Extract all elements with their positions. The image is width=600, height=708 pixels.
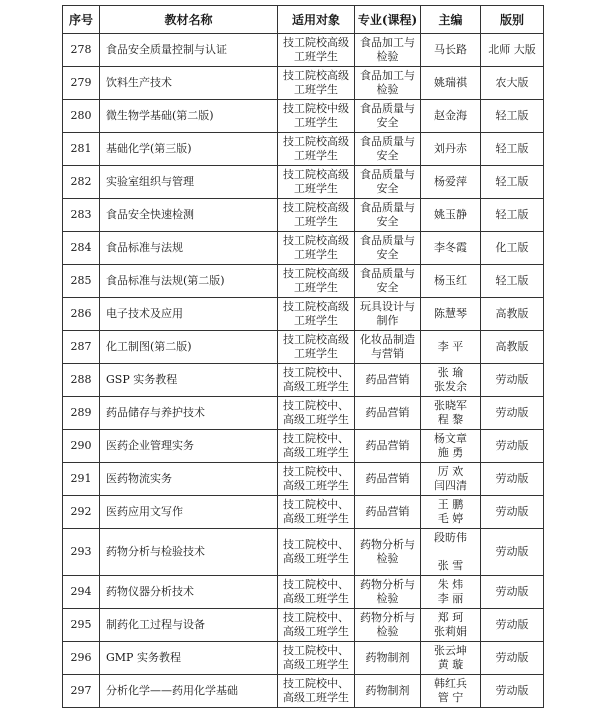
publisher-edition: 劳动版 (481, 463, 544, 496)
publisher-edition: 劳动版 (481, 642, 544, 675)
publisher-edition: 轻工版 (481, 133, 544, 166)
publisher-edition: 高教版 (481, 331, 544, 364)
target-audience: 技工院校中、 高级工班学生 (278, 364, 355, 397)
table-row (63, 430, 544, 463)
major-course: 药物分析与 检验 (355, 576, 421, 609)
row-number: 293 (63, 529, 100, 576)
row-number: 280 (63, 100, 100, 133)
target-audience: 技工院校中、 高级工班学生 (278, 496, 355, 529)
table-row (63, 609, 544, 642)
target-audience: 技工院校高级 工班学生 (278, 331, 355, 364)
textbook-title: 医药企业管理实务 (100, 430, 278, 463)
table-row (63, 166, 544, 199)
major-course: 食品质量与 安全 (355, 100, 421, 133)
table-row (63, 642, 544, 675)
target-audience: 技工院校中、 高级工班学生 (278, 609, 355, 642)
textbook-title: 药物分析与检验技术 (100, 529, 278, 576)
table-row (63, 576, 544, 609)
textbook-title: 药品储存与养护技术 (100, 397, 278, 430)
textbook-title: GSP 实务教程 (100, 364, 278, 397)
textbook-title: 食品标准与法规(第二版) (100, 265, 278, 298)
textbook-title: 微生物学基础(第二版) (100, 100, 278, 133)
header-target: 适用对象 (278, 6, 355, 34)
publisher-edition: 劳动版 (481, 397, 544, 430)
major-course: 食品质量与 安全 (355, 199, 421, 232)
row-number: 290 (63, 430, 100, 463)
header-number: 序号 (63, 6, 100, 34)
textbook-title: 化工制图(第二版) (100, 331, 278, 364)
chief-editor: 杨文章 施 勇 (421, 430, 481, 463)
publisher-edition: 北师 大版 (481, 34, 544, 67)
target-audience: 技工院校高级 工班学生 (278, 232, 355, 265)
chief-editor: 李 平 (421, 331, 481, 364)
textbook-title: 制药化工过程与设备 (100, 609, 278, 642)
chief-editor: 朱 炜 李 丽 (421, 576, 481, 609)
target-audience: 技工院校中级 工班学生 (278, 100, 355, 133)
header-title: 教材名称 (100, 6, 278, 34)
row-number: 279 (63, 67, 100, 100)
textbook-title: GMP 实务教程 (100, 642, 278, 675)
table-row (63, 529, 544, 576)
row-number: 287 (63, 331, 100, 364)
chief-editor: 张晓军 程 黎 (421, 397, 481, 430)
chief-editor: 陈慧琴 (421, 298, 481, 331)
chief-editor: 张云坤 黄 璇 (421, 642, 481, 675)
table-row (63, 496, 544, 529)
major-course: 药品营销 (355, 364, 421, 397)
textbook-title: 食品标准与法规 (100, 232, 278, 265)
table-row (63, 199, 544, 232)
table-row (63, 364, 544, 397)
major-course: 药品营销 (355, 397, 421, 430)
publisher-edition: 轻工版 (481, 166, 544, 199)
publisher-edition: 劳动版 (481, 430, 544, 463)
row-number: 284 (63, 232, 100, 265)
chief-editor: 杨玉红 (421, 265, 481, 298)
major-course: 食品加工与 检验 (355, 67, 421, 100)
chief-editor: 马长路 (421, 34, 481, 67)
target-audience: 技工院校中、 高级工班学生 (278, 642, 355, 675)
publisher-edition: 轻工版 (481, 100, 544, 133)
target-audience: 技工院校高级 工班学生 (278, 67, 355, 100)
major-course: 药物分析与 检验 (355, 609, 421, 642)
chief-editor: 姚瑞祺 (421, 67, 481, 100)
row-number: 289 (63, 397, 100, 430)
table-row (63, 298, 544, 331)
major-course: 食品质量与 安全 (355, 133, 421, 166)
textbook-table (62, 5, 544, 708)
chief-editor: 王 鹏 毛 婷 (421, 496, 481, 529)
major-course: 药物制剂 (355, 675, 421, 708)
publisher-edition: 劳动版 (481, 675, 544, 708)
major-course: 药物制剂 (355, 642, 421, 675)
textbook-title: 饮料生产技术 (100, 67, 278, 100)
textbook-title: 电子技术及应用 (100, 298, 278, 331)
table-row (63, 232, 544, 265)
table-row (63, 133, 544, 166)
table-header-row (63, 6, 544, 34)
chief-editor: 张 瑜 张发余 (421, 364, 481, 397)
major-course: 化妆品制造 与营销 (355, 331, 421, 364)
row-number: 281 (63, 133, 100, 166)
chief-editor: 李冬霞 (421, 232, 481, 265)
publisher-edition: 劳动版 (481, 529, 544, 576)
target-audience: 技工院校高级 工班学生 (278, 166, 355, 199)
chief-editor: 段昉伟 张 雪 (421, 529, 481, 576)
row-number: 278 (63, 34, 100, 67)
table-row (63, 100, 544, 133)
chief-editor: 郑 珂 张莉娟 (421, 609, 481, 642)
target-audience: 技工院校中、 高级工班学生 (278, 463, 355, 496)
target-audience: 技工院校高级 工班学生 (278, 199, 355, 232)
major-course: 食品加工与 检验 (355, 34, 421, 67)
chief-editor: 杨爱萍 (421, 166, 481, 199)
publisher-edition: 轻工版 (481, 265, 544, 298)
row-number: 294 (63, 576, 100, 609)
chief-editor: 韩红兵 管 宁 (421, 675, 481, 708)
row-number: 285 (63, 265, 100, 298)
table-row (63, 397, 544, 430)
target-audience: 技工院校中、 高级工班学生 (278, 675, 355, 708)
major-course: 食品质量与 安全 (355, 265, 421, 298)
table-row (63, 34, 544, 67)
chief-editor: 刘丹赤 (421, 133, 481, 166)
row-number: 288 (63, 364, 100, 397)
major-course: 食品质量与 安全 (355, 232, 421, 265)
major-course: 玩具设计与 制作 (355, 298, 421, 331)
target-audience: 技工院校高级 工班学生 (278, 298, 355, 331)
textbook-title: 实验室组织与管理 (100, 166, 278, 199)
row-number: 282 (63, 166, 100, 199)
chief-editor: 姚玉静 (421, 199, 481, 232)
table-row (63, 265, 544, 298)
textbook-title: 基础化学(第三版) (100, 133, 278, 166)
textbook-title: 药物仪器分析技术 (100, 576, 278, 609)
publisher-edition: 化工版 (481, 232, 544, 265)
target-audience: 技工院校中、 高级工班学生 (278, 397, 355, 430)
textbook-title: 医药应用文写作 (100, 496, 278, 529)
publisher-edition: 劳动版 (481, 609, 544, 642)
textbook-title: 医药物流实务 (100, 463, 278, 496)
major-course: 药品营销 (355, 463, 421, 496)
publisher-edition: 农大版 (481, 67, 544, 100)
row-number: 292 (63, 496, 100, 529)
publisher-edition: 劳动版 (481, 576, 544, 609)
header-publisher: 版别 (481, 6, 544, 34)
row-number: 295 (63, 609, 100, 642)
header-editor: 主编 (421, 6, 481, 34)
chief-editor: 厉 欢 闫四清 (421, 463, 481, 496)
major-course: 药品营销 (355, 430, 421, 463)
textbook-catalog (62, 5, 543, 708)
textbook-title: 分析化学——药用化学基础 (100, 675, 278, 708)
publisher-edition: 劳动版 (481, 496, 544, 529)
target-audience: 技工院校中、 高级工班学生 (278, 576, 355, 609)
row-number: 296 (63, 642, 100, 675)
header-major: 专业(课程) (355, 6, 421, 34)
target-audience: 技工院校高级 工班学生 (278, 265, 355, 298)
row-number: 286 (63, 298, 100, 331)
publisher-edition: 轻工版 (481, 199, 544, 232)
chief-editor: 赵金海 (421, 100, 481, 133)
textbook-title: 食品安全快速检测 (100, 199, 278, 232)
row-number: 283 (63, 199, 100, 232)
major-course: 药物分析与 检验 (355, 529, 421, 576)
major-course: 食品质量与 安全 (355, 166, 421, 199)
publisher-edition: 劳动版 (481, 364, 544, 397)
row-number: 297 (63, 675, 100, 708)
row-number: 291 (63, 463, 100, 496)
target-audience: 技工院校中、 高级工班学生 (278, 529, 355, 576)
target-audience: 技工院校高级 工班学生 (278, 133, 355, 166)
textbook-title: 食品安全质量控制与认证 (100, 34, 278, 67)
target-audience: 技工院校高级 工班学生 (278, 34, 355, 67)
major-course: 药品营销 (355, 496, 421, 529)
target-audience: 技工院校中、 高级工班学生 (278, 430, 355, 463)
table-row (63, 67, 544, 100)
publisher-edition: 高教版 (481, 298, 544, 331)
table-row (63, 463, 544, 496)
table-row (63, 331, 544, 364)
